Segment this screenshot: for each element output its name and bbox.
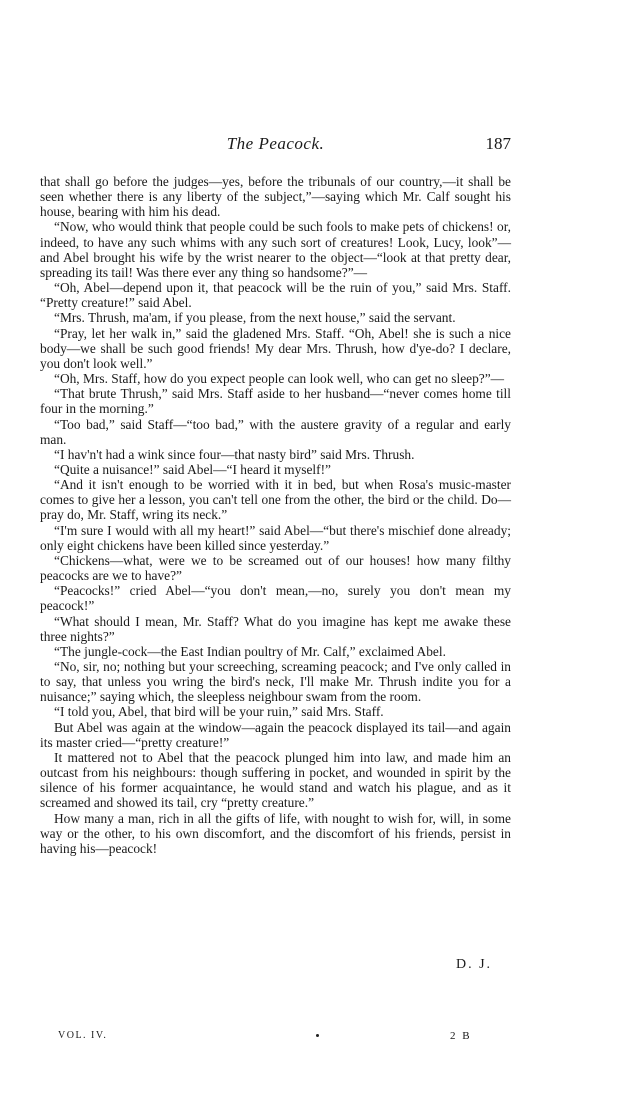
paragraph: It mattered not to Abel that the peacock plunged him into law, and made him an outcast from his neighbours: though suffering in pocket, and wounded in spirit by the silence of his former acquaintance, he would stand and watch his plague, and as it screamed and showed its tail, cry “pretty creature.” bbox=[40, 749, 511, 811]
paragraph: “Mrs. Thrush, ma'am, if you please, from the next house,” said the servant. bbox=[54, 310, 456, 326]
paragraph: “Now, who would think that people could be such fools to make pets of chickens! or, indeed, to have any such whims with any such sort of creatures! Look, Lucy, look”—and Abel brought his wife by the wrist nearer to the object—“look at that pretty dear, spreading its tail! Was there ever any thing so handsome?”— bbox=[40, 219, 511, 280]
running-head bbox=[40, 134, 511, 158]
body-text bbox=[40, 174, 511, 856]
paragraph: “Pray, let her walk in,” said the gladened Mrs. Staff. “Oh, Abel! she is such a nice body—we shall be such good friends! My dear Mrs. Thrush, how d'ye-do? I declare, you don't look well.” bbox=[40, 325, 511, 371]
paragraph: “I'm sure I would with all my heart!” said Abel—“but there's mischief done already; only eight chickens have been killed since yesterday.” bbox=[40, 522, 511, 553]
signature-mark: 2 B bbox=[450, 1030, 472, 1042]
paragraph: “Oh, Abel—depend upon it, that peacock will be the ruin of you,” said Mrs. Staff. “Pretty creature!” said Abel. bbox=[40, 280, 511, 311]
paragraph: “That brute Thrush,” said Mrs. Staff aside to her husband—“never comes home till four in the morning.” bbox=[40, 386, 511, 417]
running-title: The Peacock. bbox=[226, 134, 325, 153]
volume-label: VOL. IV. bbox=[58, 1030, 108, 1041]
paragraph: “And it isn't enough to be worried with it in bed, but when Rosa's music-master comes to give her a lesson, you can't tell one from the other, the bird or the child. Do—pray do, Mr. Staff, wring its neck.” bbox=[40, 477, 511, 523]
author-signature: D. J. bbox=[456, 957, 493, 972]
paragraph: “No, sir, no; nothing but your screeching, screaming peacock; and I've only called in to say, that unless you wring the bird's neck, I'll make Mr. Thrush indite you for a nuisance;” saying which, the sleepless neighbour swam from the room. bbox=[40, 659, 511, 705]
paragraph: “Too bad,” said Staff—“too bad,” with the austere gravity of a regular and early man. bbox=[40, 416, 511, 447]
paragraph: “Oh, Mrs. Staff, how do you expect people can look well, who can get no sleep?”— bbox=[54, 371, 505, 387]
page-number: 187 bbox=[485, 134, 511, 153]
paragraph: “The jungle-cock—the East Indian poultry of Mr. Calf,” exclaimed Abel. bbox=[54, 643, 446, 659]
footer-dot bbox=[316, 1034, 319, 1037]
paragraph: “I told you, Abel, that bird will be your ruin,” said Mrs. Staff. bbox=[54, 704, 384, 720]
paragraph: that shall go before the judges—yes, before the tribunals of our country,—it shall be seen whether there is any liberty of the subject,”—saying which Mr. Calf sought his house, bearing with him his dead. bbox=[40, 174, 511, 220]
paragraph: “Peacocks!” cried Abel—“you don't mean,—no, surely you don't mean my peacock!” bbox=[40, 583, 511, 614]
paragraph: “Quite a nuisance!” said Abel—“I heard it myself!” bbox=[54, 461, 331, 477]
paragraph: “I hav'n't had a wink since four—that nasty bird” said Mrs. Thrush. bbox=[54, 446, 415, 462]
paragraph: “What should I mean, Mr. Staff? What do you imagine has kept me awake these three nights?” bbox=[40, 613, 511, 644]
paragraph: How many a man, rich in all the gifts of life, with nought to wish for, will, in some way or the other, to his own discomfort, and the discomfort of his friends, persist in having his—peacock! bbox=[40, 810, 511, 856]
paragraph: But Abel was again at the window—again the peacock displayed its tail—and again its master cried—“pretty creature!” bbox=[40, 719, 511, 750]
paragraph: “Chickens—what, were we to be screamed out of our houses! how many filthy peacocks are we to have?” bbox=[40, 552, 511, 584]
